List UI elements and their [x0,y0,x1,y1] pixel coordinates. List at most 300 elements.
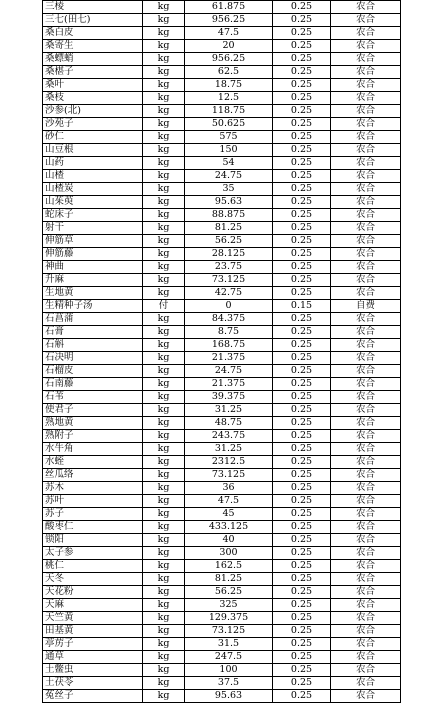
unit-cell: kg [143,651,185,664]
price-cell: 243.75 [185,430,273,443]
ratio-cell: 0.25 [273,599,331,612]
price-cell: 23.75 [185,261,273,274]
category-cell: 农合 [331,339,401,352]
table-row [43,274,401,287]
category-cell: 农合 [331,573,401,586]
category-cell: 农合 [331,14,401,27]
category-cell: 农合 [331,170,401,183]
herb-name-cell: 沙参(北) [43,105,143,118]
price-cell: 2312.5 [185,456,273,469]
herb-name-cell: 丝瓜络 [43,469,143,482]
ratio-cell: 0.25 [273,482,331,495]
table-row [43,573,401,586]
herb-name-cell: 石南藤 [43,378,143,391]
price-cell: 95.63 [185,690,273,703]
price-cell: 12.5 [185,92,273,105]
category-cell: 农合 [331,131,401,144]
unit-cell: kg [143,677,185,690]
ratio-cell: 0.25 [273,651,331,664]
herb-name-cell: 水蛭 [43,456,143,469]
herb-name-cell: 生地黄 [43,287,143,300]
price-sheet [42,0,400,703]
price-cell: 20 [185,40,273,53]
category-cell: 农合 [331,352,401,365]
category-cell: 农合 [331,183,401,196]
price-cell: 31.25 [185,443,273,456]
unit-cell: kg [143,131,185,144]
ratio-cell: 0.25 [273,456,331,469]
ratio-cell: 0.25 [273,352,331,365]
ratio-cell: 0.25 [273,27,331,40]
table-row [43,66,401,79]
price-cell: 118.75 [185,105,273,118]
herb-name-cell: 砂仁 [43,131,143,144]
category-cell: 农合 [331,144,401,157]
category-cell: 农合 [331,1,401,14]
price-cell: 129.375 [185,612,273,625]
herb-name-cell: 天冬 [43,573,143,586]
unit-cell: kg [143,183,185,196]
category-cell: 农合 [331,157,401,170]
price-cell: 24.75 [185,170,273,183]
ratio-cell: 0.15 [273,300,331,313]
herb-name-cell: 天竺黄 [43,612,143,625]
ratio-cell: 0.25 [273,469,331,482]
price-cell: 84.375 [185,313,273,326]
unit-cell: kg [143,664,185,677]
price-cell: 100 [185,664,273,677]
ratio-cell: 0.25 [273,118,331,131]
ratio-cell: 0.25 [273,573,331,586]
price-cell: 48.75 [185,417,273,430]
table-row [43,495,401,508]
herb-name-cell: 土鳖虫 [43,664,143,677]
unit-cell: kg [143,274,185,287]
unit-cell: kg [143,443,185,456]
table-row [43,1,401,14]
table-row [43,14,401,27]
herb-name-cell: 升麻 [43,274,143,287]
category-cell: 农合 [331,677,401,690]
category-cell: 农合 [331,287,401,300]
table-row [43,170,401,183]
unit-cell: kg [143,14,185,27]
category-cell: 农合 [331,261,401,274]
table-row [43,469,401,482]
ratio-cell: 0.25 [273,508,331,521]
price-cell: 956.25 [185,53,273,66]
herb-name-cell: 山茱萸 [43,196,143,209]
category-cell: 农合 [331,456,401,469]
price-cell: 81.25 [185,222,273,235]
ratio-cell: 0.25 [273,196,331,209]
price-cell: 300 [185,547,273,560]
herb-name-cell: 桑叶 [43,79,143,92]
table-row [43,404,401,417]
herb-name-cell: 桑螵蛸 [43,53,143,66]
price-cell: 47.5 [185,495,273,508]
table-row [43,118,401,131]
herb-name-cell: 使君子 [43,404,143,417]
category-cell: 农合 [331,118,401,131]
ratio-cell: 0.25 [273,261,331,274]
herb-name-cell: 天麻 [43,599,143,612]
ratio-cell: 0.25 [273,209,331,222]
table-row [43,651,401,664]
unit-cell: kg [143,573,185,586]
category-cell: 农合 [331,664,401,677]
table-row [43,352,401,365]
table-row [43,105,401,118]
table-row [43,612,401,625]
price-cell: 21.375 [185,378,273,391]
ratio-cell: 0.25 [273,365,331,378]
price-cell: 168.75 [185,339,273,352]
price-cell: 50.625 [185,118,273,131]
ratio-cell: 0.25 [273,521,331,534]
category-cell: 自费 [331,300,401,313]
category-cell: 农合 [331,326,401,339]
table-row [43,417,401,430]
unit-cell: kg [143,456,185,469]
table-row [43,326,401,339]
unit-cell: kg [143,638,185,651]
unit-cell: kg [143,40,185,53]
ratio-cell: 0.25 [273,677,331,690]
unit-cell: kg [143,157,185,170]
price-cell: 150 [185,144,273,157]
herb-name-cell: 苏叶 [43,495,143,508]
herb-name-cell: 通草 [43,651,143,664]
ratio-cell: 0.25 [273,144,331,157]
table-row [43,27,401,40]
unit-cell: kg [143,482,185,495]
table-row [43,235,401,248]
category-cell: 农合 [331,235,401,248]
unit-cell: kg [143,391,185,404]
herb-name-cell: 葶苈子 [43,638,143,651]
category-cell: 农合 [331,482,401,495]
category-cell: 农合 [331,508,401,521]
price-cell: 575 [185,131,273,144]
price-cell: 47.5 [185,27,273,40]
category-cell: 农合 [331,638,401,651]
unit-cell: kg [143,1,185,14]
category-cell: 农合 [331,417,401,430]
unit-cell: kg [143,66,185,79]
category-cell: 农合 [331,430,401,443]
price-cell: 45 [185,508,273,521]
herb-name-cell: 天花粉 [43,586,143,599]
herb-name-cell: 三棱 [43,1,143,14]
category-cell: 农合 [331,378,401,391]
ratio-cell: 0.25 [273,547,331,560]
unit-cell: kg [143,469,185,482]
herb-name-cell: 桃仁 [43,560,143,573]
herb-name-cell: 伸筋藤 [43,248,143,261]
ratio-cell: 0.25 [273,183,331,196]
ratio-cell: 0.25 [273,53,331,66]
category-cell: 农合 [331,66,401,79]
unit-cell: kg [143,339,185,352]
unit-cell: kg [143,534,185,547]
ratio-cell: 0.25 [273,313,331,326]
ratio-cell: 0.25 [273,430,331,443]
category-cell: 农合 [331,313,401,326]
ratio-cell: 0.25 [273,157,331,170]
unit-cell: kg [143,547,185,560]
herb-name-cell: 沙苑子 [43,118,143,131]
table-row [43,482,401,495]
table-row [43,391,401,404]
herb-name-cell: 熟附子 [43,430,143,443]
price-cell: 73.125 [185,469,273,482]
unit-cell: kg [143,508,185,521]
unit-cell: kg [143,430,185,443]
table-row [43,365,401,378]
unit-cell: kg [143,92,185,105]
table-row [43,534,401,547]
herb-price-table [42,0,401,703]
table-row [43,261,401,274]
price-cell: 28.125 [185,248,273,261]
table-row [43,222,401,235]
ratio-cell: 0.25 [273,339,331,352]
price-cell: 31.25 [185,404,273,417]
ratio-cell: 0.25 [273,248,331,261]
price-cell: 35 [185,183,273,196]
price-cell: 62.5 [185,66,273,79]
price-cell: 88.875 [185,209,273,222]
price-cell: 54 [185,157,273,170]
ratio-cell: 0.25 [273,287,331,300]
herb-name-cell: 桑寄生 [43,40,143,53]
price-cell: 56.25 [185,235,273,248]
herb-name-cell: 山药 [43,157,143,170]
unit-cell: kg [143,625,185,638]
table-row [43,586,401,599]
unit-cell: kg [143,690,185,703]
ratio-cell: 0.25 [273,14,331,27]
ratio-cell: 0.25 [273,534,331,547]
unit-cell: kg [143,27,185,40]
price-cell: 31.5 [185,638,273,651]
price-cell: 37.5 [185,677,273,690]
ratio-cell: 0.25 [273,170,331,183]
unit-cell: kg [143,326,185,339]
herb-name-cell: 桑椹子 [43,66,143,79]
category-cell: 农合 [331,625,401,638]
herb-name-cell: 桑白皮 [43,27,143,40]
price-cell: 956.25 [185,14,273,27]
category-cell: 农合 [331,651,401,664]
herb-name-cell: 苏子 [43,508,143,521]
herb-name-cell: 石斛 [43,339,143,352]
herb-name-cell: 太子参 [43,547,143,560]
herb-name-cell: 石膏 [43,326,143,339]
price-cell: 39.375 [185,391,273,404]
table-row [43,430,401,443]
table-row [43,625,401,638]
category-cell: 农合 [331,547,401,560]
unit-cell: kg [143,144,185,157]
ratio-cell: 0.25 [273,664,331,677]
herb-name-cell: 射干 [43,222,143,235]
unit-cell: kg [143,79,185,92]
price-cell: 162.5 [185,560,273,573]
table-row [43,313,401,326]
category-cell: 农合 [331,404,401,417]
category-cell: 农合 [331,92,401,105]
table-row [43,521,401,534]
category-cell: 农合 [331,586,401,599]
herb-name-cell: 桑枝 [43,92,143,105]
table-row [43,560,401,573]
price-cell: 36 [185,482,273,495]
table-row [43,53,401,66]
ratio-cell: 0.25 [273,495,331,508]
ratio-cell: 0.25 [273,66,331,79]
table-row [43,157,401,170]
table-row [43,456,401,469]
herb-name-cell: 田基黄 [43,625,143,638]
herb-name-cell: 锁阳 [43,534,143,547]
herb-name-cell: 山豆根 [43,144,143,157]
table-row [43,40,401,53]
herb-name-cell: 苏木 [43,482,143,495]
table-row [43,79,401,92]
category-cell: 农合 [331,27,401,40]
price-cell: 433.125 [185,521,273,534]
category-cell: 农合 [331,365,401,378]
herb-name-cell: 蛇床子 [43,209,143,222]
unit-cell: kg [143,235,185,248]
ratio-cell: 0.25 [273,1,331,14]
ratio-cell: 0.25 [273,92,331,105]
price-cell: 81.25 [185,573,273,586]
herb-name-cell: 三七(田七) [43,14,143,27]
table-row [43,183,401,196]
unit-cell: kg [143,287,185,300]
ratio-cell: 0.25 [273,560,331,573]
table-row [43,209,401,222]
ratio-cell: 0.25 [273,378,331,391]
ratio-cell: 0.25 [273,326,331,339]
price-cell: 18.75 [185,79,273,92]
table-row [43,547,401,560]
category-cell: 农合 [331,560,401,573]
price-cell: 40 [185,534,273,547]
unit-cell: kg [143,261,185,274]
table-row [43,92,401,105]
price-cell: 8.75 [185,326,273,339]
table-row [43,664,401,677]
category-cell: 农合 [331,690,401,703]
category-cell: 农合 [331,196,401,209]
herb-name-cell: 石榴皮 [43,365,143,378]
unit-cell: kg [143,118,185,131]
ratio-cell: 0.25 [273,235,331,248]
ratio-cell: 0.25 [273,625,331,638]
table-row [43,443,401,456]
price-cell: 42.75 [185,287,273,300]
category-cell: 农合 [331,443,401,456]
herb-name-cell: 熟地黄 [43,417,143,430]
unit-cell: kg [143,313,185,326]
table-row [43,677,401,690]
herb-name-cell: 酸枣仁 [43,521,143,534]
unit-cell: kg [143,417,185,430]
herb-name-cell: 山楂炭 [43,183,143,196]
price-cell: 24.75 [185,365,273,378]
herb-name-cell: 菟丝子 [43,690,143,703]
ratio-cell: 0.25 [273,638,331,651]
category-cell: 农合 [331,391,401,404]
unit-cell: kg [143,170,185,183]
herb-name-cell: 土茯苓 [43,677,143,690]
unit-cell: kg [143,612,185,625]
category-cell: 农合 [331,469,401,482]
price-cell: 325 [185,599,273,612]
table-row [43,378,401,391]
table-row [43,144,401,157]
price-cell: 73.125 [185,625,273,638]
price-cell: 0 [185,300,273,313]
ratio-cell: 0.25 [273,131,331,144]
category-cell: 农合 [331,495,401,508]
herb-name-cell: 水牛角 [43,443,143,456]
price-cell: 56.25 [185,586,273,599]
category-cell: 农合 [331,248,401,261]
unit-cell: kg [143,586,185,599]
category-cell: 农合 [331,105,401,118]
table-row [43,599,401,612]
ratio-cell: 0.25 [273,105,331,118]
unit-cell: kg [143,378,185,391]
herb-name-cell: 石苇 [43,391,143,404]
unit-cell: kg [143,248,185,261]
ratio-cell: 0.25 [273,274,331,287]
ratio-cell: 0.25 [273,690,331,703]
ratio-cell: 0.25 [273,40,331,53]
price-cell: 21.375 [185,352,273,365]
herb-name-cell: 石菖蒲 [43,313,143,326]
table-row [43,508,401,521]
price-cell: 61.875 [185,1,273,14]
category-cell: 农合 [331,612,401,625]
ratio-cell: 0.25 [273,417,331,430]
ratio-cell: 0.25 [273,404,331,417]
ratio-cell: 0.25 [273,79,331,92]
unit-cell: kg [143,105,185,118]
unit-cell: kg [143,222,185,235]
ratio-cell: 0.25 [273,612,331,625]
category-cell: 农合 [331,79,401,92]
table-row [43,690,401,703]
category-cell: 农合 [331,599,401,612]
unit-cell: kg [143,521,185,534]
table-row [43,300,401,313]
herb-name-cell: 石决明 [43,352,143,365]
herb-name-cell: 山楂 [43,170,143,183]
table-body [43,1,401,703]
unit-cell: kg [143,365,185,378]
unit-cell: kg [143,196,185,209]
table-row [43,638,401,651]
category-cell: 农合 [331,209,401,222]
table-row [43,287,401,300]
category-cell: 农合 [331,40,401,53]
